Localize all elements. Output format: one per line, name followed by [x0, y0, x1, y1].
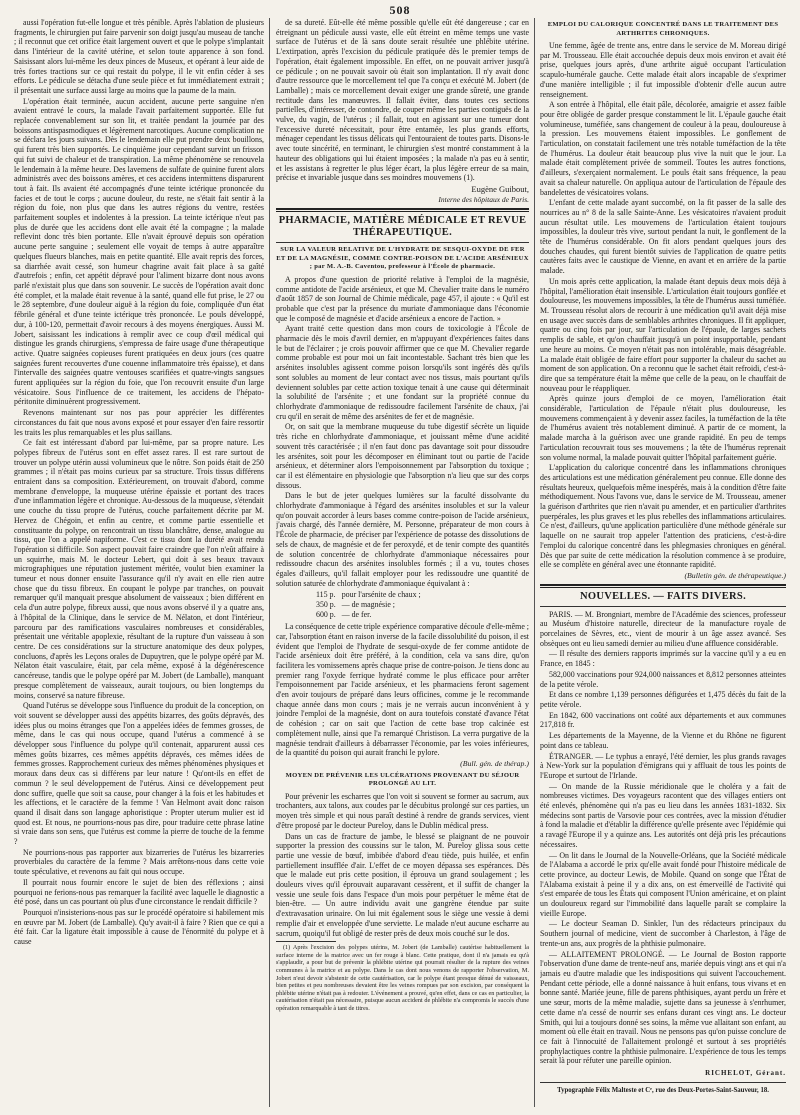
printer-divider	[540, 1082, 786, 1083]
article-reference: (Bulletin gén. de thérapeutique.)	[684, 570, 786, 580]
news-paragraph: — Le docteur Seaman D. Sinkler, l'un des rédacteurs principaux du Southern journal of medicine, vient de succomber à Charleston, à l'âge de trente-un ans, aux progrès de la phthisie pulmonaire.	[540, 919, 786, 948]
news-paragraph: En 1842, 600 vaccinations ont coûté aux départements et aux communes 217,818 fr.	[540, 710, 786, 730]
news-paragraph: — Il résulte des derniers rapports imprimés sur la vaccine qu'il y a eu en France, en 1845 :	[540, 649, 786, 669]
news-paragraph: — On mande de la Russie méridionale que le choléra y a fait de nombreuses victimes. Des voyageurs racontent que des villages entiers ont été enlevés, phénomène qui n'a pas eu lieu dans les années 1831-1832. Six médecins sont partis de Varsovie pour ces contrées, avec la mission d'étudier à fond la maladie et d'établir la différence qu'elle présente avec l'épidémie qui a ravagé l'Europe il y a quinze ans. Les autorités ont déjà pris les précautions nécessaires.	[540, 781, 786, 849]
col1-paragraph: Ce fait est intéressant d'abord par lui-même, par sa propre nature. Les polypes fibreux de l'utérus sont en effet assez rares. Il est rare surtout de trouver un polype utérin aussi volumineux que le nôtre. Son poids était de 250 grammes ; il n'était pas moins curieux par sa structure. Trois tissus différens entraient dans sa composition. Extérieurement, on trouvait d'abord, comme membrane d'enveloppe, la muqueuse utérine épaissie et portant des traces d'une inflammation légère et chronique. Au-dessous de la muqueuse, s'étendait une couche du tissu propre de l'utérus, couche parfaitement décrite par M. Hervez de Chégoin, et enfin au centre, et comme partie essentielle et constituante du polype, on rencontrait un tissu blanchâtre, dense, analogue au tissu, que l'on a appelé napiforme. C'est ce tissu dont la durété avait rendu l'opération si difficile. Son aspect pouvait faire craindre que l'on n'eût affaire à un squirrhe, mais M. le docteur Lebert, qui doit à ses beaux travaux micrographiques une réputation justement méritée, voulut bien examiner la tumeur et nous donner ensuite l'assurance qu'il n'y avait en elle rien autre chose que du tissu fibreux. En coupant le polype par tranches, on pouvait remarquer qu'il manquait presque absolument de vaisseaux ; bien différent en cela d'un autre polype, fibreux aussi, que nous avons observé il y a quatre ans, à l'hôpital de la Clinique, dans le service de M. Nélaton, et dont l'intérieur, parcouru par des ramifications vasculaires nombreuses et considérables, présentait une véritable apoplexie, résultant de la rupture d'un vaisseau à son centre. De ces considérations sur la structure anatomique des deux polypes, concluons, d'après les Leçons orales de Dupuytren, que le polype opéré par M. Nélaton était vasculaire, était, par cela même, exposé à la dégénérescence cancéreuse, tandis que le polype opéré par M. Jobert (de Lamballe), manquant presque complètement de vaisseaux, aurait toujours, ou bien longtemps du moins, conservé sa nature fibreuse.	[14, 438, 264, 700]
proportions-row	[316, 600, 427, 610]
article-paragraph: La conséquence de cette triple expérience comparative découle d'elle-même ; car, l'absorption étant en raison inverse de la facile dissolubilité du poison, il est évident que l'emploi de l'hydrate de sesqui-oxyde de fer comme antidote de l'acide arsénieux doit être préféré, à la condition, cela va sans dire, qu'on facilitera les vomissemens après chaque prise de contre-poison. Je tiens donc au premier rang l'oxyde ferrique hydraté comme le plus efficace pour arrêter l'empoisonnement par l'acide arsénieux, et les pharmaciens feront sagement d'en avoir toujours de préparé dans leurs officines, comme je le recommande chaque année dans mon cours ; mais je ne verrais aucun inconvénient à y joindre l'emploi de la magnésie, dont on aura toutefois constaté d'avance l'état de cohésion ; car on sait que l'action de cette base trop calcinée est complètement nulle, ainsi que l'a remarqué Christison. La verra purgative de la magnésie tendrait d'ailleurs à débarrasser l'économie, par les voies inférieures, de la quantité du poison qui aurait franchi le pylore.	[276, 622, 529, 758]
col1-paragraph: Pourquoi n'insisterions-nous pas sur le procédé opératoire si habilement mis en œuvre par M. Jobert (de Lamballe). Qu'y avait-il à faire ? Rien que ce qui a été fait. Car la ligature était impossible à cause de l'énormité du polype et à cause	[14, 907, 264, 947]
column-2	[276, 18, 529, 1115]
article-paragraph: Ayant traité cette question dans mon cours de toxicologie à l'École de pharmacie dès le mois d'avril dernier, en m'appuyant d'expériences faites dans le but de l'éclairer ; je crois pouvoir affirmer que ce que M. Chevalier regarde comme probable est pour moi un fait incontestable. Sachant très bien que les arsénites insolubles agissent comme poison lorsqu'ils sont ingérés dès qu'ils sont solubles au moment de leur contact avec nos tissus, mais pourtant qu'ils deviennent solubles par cette action toxique tenait à une cause qui déterminait la solubilité de l'arsénite ; et une fondant sur la propriété connue du chlorhydrate d'ammoniaque de redissoudre facilement l'arsénite de chaux, j'ai cru qu'il en serait de même des arsénites de fer et de magnésie.	[276, 324, 529, 421]
article-paragraph: L'application du calorique concentré dans les inflammations chroniques des articulations est une médication généralement peu connue. Elle donne des résultats heureux, quelquefois même inespérés, mais à la condition d'être faite méthodiquement. Nous l'avons vue, dans le service de M. Trousseau, amener la guérison d'arthrites que rien n'avait pu amender, et en particulier d'arthrites puerpérales, les plus graves et les plus rebelles des inflammations articulaires. Ce n'est, d'ailleurs, qu'une application particulière d'une méthode générale sur laquelle on ne saurait trop appeler l'attention des praticiens, c'est-à-dire l'emploi du calorique concentré dans les phlegmasies chroniques en général. Dès que par suite de cette médication la résolution commence à se produire, elle se complète en général avec une étonnante rapidité.	[540, 463, 786, 570]
article-reference: (Bull. gén. de thérap.)	[460, 758, 529, 768]
col1-paragraph: L'opération était terminée, aucun accident, aucune perte sanguine n'en avaient entravé le cours, la malade l'avait parfaitement supportée. Elle fut replacée convenablement sur son lit, et traitée pendant la journée par des boissons antispasmodiques et légèrement narcotiques. Aucune complication ne se déclara les jours suivans. Dès le lendemain elle put prendre deux bouillons, qui furent très bien supportés. Le cinquième jour cependant survint un frisson qui fut suivi de chaleur et de transpiration. La même phénomène se renouvela le lendemain à la même heure. Des lavemens de sulfate de quinine furent alors administrés avec des boissons amères, et ces accidens intermittens disparurent tout à fait. Ils avaient été accompagnés d'une teinte ictérique prononcée du facies et de tout le corps ; aucune douleur, du reste, ne s'était fait sentir à la région du foie, non plus que dans les autres régions du ventre, restées parfaitement souples et indolentes à la pression. La teinte ictérique n'eut pas plus de durée que les accidens dont elle avait été la compagne ; la malade reflevint donc très bien portante. Elle n'avait éprouvé depuis son opération aucune perte sanguine ; seulement elle voyait de temps à autre apparaître quelques flueurs blanches, mais en petite quantité. Elle avait repris des forces, sa diarrhée avait cessé, son humeur chagrine avait fait place à sa gaîté d'autrefois ; enfin, cet appétit dépravé pour l'aliment bizarre dont nous avons parlé n'existait plus que dans son souvenir. Le succès de l'opération avait donc été complet, et la malade était revenue à la santé, quand elle fut prise, le 27 ou le 28 septembre, d'une douleur aiguë à la région du foie, compliquée d'un état fébrile général et d'une teinte ictérique très prononcée. Le pouls développé, dur, à 100-120, permettait d'avoir recours à des moyens énergiques. Aussi M. Jobert, saisissant les indications à remplir avec ce coup d'œil médical qui distingue les grands chirurgiens, s'empressa de faire usage d'une thérapeutique active. Quatre saignées copieuses furent pratiquées en deux jours (ces quatre saignées furent recouvertes d'une couenne inflammatoire très épaisse), et dans l'intervalle des saignées quatre ventouses scarifiées et quatre-vingts sangsues furent appliquées sur la région du foie, que l'on recouvrit ensuite d'un large vésicatoire. Sous l'influence de ce traitement, les accidens de l'hépato-péritonite diminuèrent progressivement.	[14, 96, 264, 407]
article-title-ulcerations: MOYEN DE PRÉVENIR LES ULCÉRATIONS PROVENANT DU SÉJOUR PROLONGÉ AU LIT.	[285, 771, 520, 788]
section-divider	[540, 584, 786, 588]
section-divider-thin	[276, 242, 529, 243]
proportion-label: — de fer.	[341, 609, 372, 619]
section-divider-thin	[540, 606, 786, 607]
proportion-qty: 350 p.	[316, 599, 336, 609]
article-paragraph: Une femme, âgée de trente ans, entre dans le service de M. Moreau dirigé par M. Trousseau. Elle était accouchée depuis deux mois environ et avait été prise, quelques jours après, d'une arthrite aiguë occupant l'articulation scapulo-humérale gauche. Cette malade était alors incapable de s'exprimer d'une manière intelligible ; il fut impossible d'obtenir d'elle aucun autre renseignement.	[540, 41, 786, 99]
article-paragraph: Pour prévenir les escharres que l'on voit si souvent se former au sacrum, aux trochanters, aux talons, aux coudes par le décubitus prolongé sur ces parties, un moyen très simple et qui nous paraît destiné à rendre de grands services, vient d'être proposé par le docteur Pureloy, dans le Dublin médical press.	[276, 791, 529, 830]
news-paragraph: ÉTRANGER. — Le typhus a enrayé, l'été dernier, les plus grands ravages à New-York sur la population d'émigrans qui y affluait de tous les points de l'Europe et surtout de l'Irlande.	[540, 751, 786, 780]
article-paragraph: Dans le but de jeter quelques lumières sur la faculté dissolvante du chlorhydrate d'ammoniaque à l'égard des arsénites insolubles et sur la valeur qu'on pouvait accorder à leurs bases comme contre-poison de l'acide arsénieux, j'avais chargé, dès l'année dernière, M. Personne, préparateur de mon cours à l'École de pharmacie, de préciser par l'expérience de potasse des dissolutions de sels de chaux, de magnésie et de fer peroxydé, et de tenir compte des quantités de solution concentrée de chlorhydrate d'ammoniaque nécessaires pour redissoudre chacun des arsénites insolubles formés ; il a vu, toutes choses égales d'ailleurs, qu'il fallait employer pour les redissoudre une quantité de solution saturée de chlorhydrate d'ammoniaque équivalant à :	[276, 491, 529, 588]
proportion-label: — de magnésie ;	[341, 599, 395, 609]
article-paragraph: Dans un cas de fracture de jambe, le blessé se plaignant de ne pouvoir supporter la pression des coussins sur le talon, M. Pureloy glissa sous cette partie une vessie de bœuf, imbibée d'abord d'eau tiède, puis huilée, et enfin partiellement insufflée d'air. L'effet de ce moyen dépassa ses espérances. Dès que le malade eut pris cette position, il éprouva un grand soulagement ; les douleurs vives qu'il éprouvait auparavant cessèrent, et il suffit de changer la vessie une seule fois dans l'espace d'un mois pour perpétuer le même état de bien-être. — Un autre individu avait une gangrène étendue par suite d'extravasation urinaire. On lui mit également sous le siège une vessie à demi remplie d'air et enveloppée d'une serviette. Le malade n'eut aucune escharre au sacrum, quoiqu'il fut obligé de rester près de deux mois couché sur le dos.	[276, 831, 529, 938]
column-1	[14, 18, 264, 1115]
article-paragraph: Or, on sait que la membrane muqueuse du tube digestif sécrète un liquide très riche en chlorhydrate d'ammoniaque, et jouissant même d'une acidité souvent très caractérisée ; il n'en faut donc pas davantage soit pour dissoudre les arsénites, soit pour les décomposer en éliminant tout ou partie de l'acide arsénieux, et déterminer alors l'empoisonnement par l'absorption du toxique ; car il est élémentaire en physiologie que l'absorption n'a lieu que sur des corps dissous.	[276, 422, 529, 490]
footnote-rule	[276, 941, 336, 942]
news-paragraph: 582,000 vaccinations pour 924,000 naissances et 8,812 personnes atteintes de la petite vérole.	[540, 669, 786, 689]
section-title-pharmacie: PHARMACIE, MATIÈRE MÉDICALE ET REVUE THÉRAPEUTIQUE.	[278, 215, 527, 239]
proportion-qty: 115 p.	[316, 590, 336, 600]
section-divider	[276, 208, 529, 212]
author-role: Interne des hôpitaux de Paris.	[438, 194, 529, 204]
col2-intro-paragraph: de sa dureté. Eût-elle été même possible qu'elle eût été dangereuse ; car en étreignant un pédicule aussi vaste, elle eût étreint en même temps une vaste surface de l'utérus et de là sans doute serait résultée une phlébite utérine. L'extirpation, après l'excision du pédicule pratiquée dès le premier temps de l'opération, était également impossible. En effet, on ne pouvait arriver jusqu'à ce pédicule ; on ne pouvait savoir où était son implantation. Il n'y avait donc d'autre ressource que le morcellement tel que l'a conçu et exécuté M. Jobert (de Lamballe) ; mais ce morcellement devait exiger une grande sûreté, une grande rectitude dans les manœuvres. Il fallait éviter, dans toutes ces sections partielles, d'intéresser, de contondre, de couper même les parties contiguës de la vulve, du vagin, de l'utérus ; il fallait, tout en agissant sur une tumeur dont l'excessive dureté nécessitait, pour être entamée, les plus grands efforts, ménager cependant les tissus délicats qui l'entouraient de toutes parts. Disons-le avec toute sincérité, en terminant, le chirurgien s'est montré constamment à la hauteur des obligations qui lui étaient imposées ; la malade n'a pas eu à sentir, et les assistans à regretter le plus léger écart, la plus légère erreur de sa main, précise et invariable jusque dans ses moindres mouvemens (1).	[276, 18, 529, 183]
column-rule-right	[534, 18, 535, 1107]
article-paragraph: Un mois après cette application, la malade étant depuis deux mois déjà à l'hôpital, l'amélioration était insensible. L'articulation était toujours gonflée et douloureuse, les mouvemens impossibles, la tête de l'humérus aussi tuméfiée. M. Trousseau résolut alors de recourir à une médication qu'il avait déjà mise en usage avec succès dans de semblables arthrites chroniques. Il fit appliquer, quatre ou cinq fois par jour, sur l'articulation de l'épaule, de larges sachets remplis de sable, et qu'on chauffait jusqu'à un point insupportable, pendant une heure au moins. Ce moyen n'était pas non intolérable, mais désagréable. La malade était obligée de faire effort pour supporter la chaleur du sachet au moment de son application. On a reconnu que le sachet était refroidi, c'est-à-dire que sa température était la même que celle de la peau, on le chauffait de nouveau pour le réappliquer.	[540, 276, 786, 393]
news-paragraph: Et dans ce nombre 1,139 personnes défigurées et 1,475 décès du fait de la petite vérole.	[540, 690, 786, 709]
article-title-arsenic: SUR LA VALEUR RELATIVE DE L'HYDRATE DE SESQUI-OXYDE DE FER ET DE LA MAGNÉSIE, COMME CONTRE-POISON DE L'ACIDE ARSÉNIEUX ; par M. A.-B. Caventou, professeur à l'École de pharmacie.	[276, 246, 529, 271]
news-paragraph: Les départements de la Mayenne, de la Vienne et du Rhône ne figurent point dans ce tableau.	[540, 731, 786, 750]
article-paragraph: L'enfant de cette malade ayant succombé, on la fit passer de la salle des nourrices au n° 8 de la salle Sainte-Anne. Les vésicatoires n'avaient produit aucun résultat utile. Les mouvemens de l'articulation étaient toujours impossibles, la douleur très vive, surtout pendant la nuit, le gonflement de la tête de l'humérus considérable. On fit alors pendant quelques jours des douches chaudes, qui furent bientôt suivies de l'application de quatre petits cautères faits avec le caustique de Vienne, en avant et en arrière de la partie malade.	[540, 198, 786, 276]
proportion-label: pour l'arsénite de chaux ;	[341, 590, 421, 600]
footnote: (1) Après l'excision des polypes utérins, M. Jobert (de Lamballe) cautérise habituellement la surface interne de la matrice avec un fer rouge à blanc. Cette pratique, dont il n'a jamais eu qu'à s'applaudir, a pour but de prévenir la phlébite utérine qui pourrait résulter de la rupture des veines communes à la matrice et au polype. Dans le cas dont nous venons de rapporter l'observation, M. Jobert n'eut devoir s'abstenir de cette cautérisation, car le polype étant presque dénué de vaisseaux, bien petites et peu nombreuses devaient être les veines rompues par son excision, par conséquent la phlébite utérine n'était pas à redouter. L'événement a prouvé, qu'en effet, dans ce cas en particulier, la cautérisation n'était pas nécessaire, puisque aucun accident de phlébite n'a compromis le succès d'une opération remarquable à tant de titres.	[276, 944, 529, 1012]
article-paragraph: A son entrée à l'hôpital, elle était pâle, décolorée, amaigrie et assez faible pour être obligée de garder presque constamment le lit. L'épaule gauche était volumineuse, tuméfiée, sans changement de couleur à la peau, douloureuse à la pression. Les mouvemens étaient impossibles. Le gonflement de l'articulation, on constatait facilement une très notable tuméfaction de la tête de l'humérus. La douleur était beaucoup plus vive la nuit que le jour. La malade était complètement privée de sommeil. Toutes les autres fonctions, d'ailleurs, s'exerçaient normalement. Le pouls était sans fréquence, la peau avait sa chaleur naturelle. On appliqua autour de l'articulation de l'épaule des bandelettes de vésicatoires volans.	[540, 100, 786, 197]
col1-paragraph: Ne pourrions-nous pas rapporter aux bizarreries de l'utérus les bizarreries proverbiales du caractère de la femme ? Mais arrêtons-nous dans cette voie toute spéculative, et revenons au fait qui nous occupe.	[14, 847, 264, 877]
col1-paragraph: Quand l'utérus se développe sous l'influence du produit de la conception, on voit souvent se développer aussi des appétits bizarres, des goûts dépravés, des idées plus ou moins étranges que l'on a appelées idées de femmes grosses, de même, dans le cas qui nous occupe, quand l'utérus a commencé à se développer sous l'influence du polype qu'il contenait, apparurent aussi ces mêmes goûts bizarres, ces mêmes appétits dépravés, ces mêmes idées de femmes grosses. Rapprochement curieux des mêmes phénomènes physiques et moraux dans deux cas si différens par leur nature ! Qu'ont-ils en effet de commun ? le seul développement de l'utérus. Ainsi ce développement peut donc suffire, quelle que soit sa cause, pour changer à la fois et les habitudes et les affections, et le caractère de la femme ! Van Helmont avait donc raison quand il disait dans son langage aphoristique : Propter uterum mulier est id quod est. Et nous, ne pourrions-nous pas dire, pour traduire cette phrase latine si vraie dans son sens, que l'utérus est comme la pierre de touche de la femme ?	[14, 701, 264, 847]
col1-paragraph: aussi l'opération fut-elle longue et très pénible. Après l'ablation de plusieurs fragments, le chirurgien put faire parvenir son doigt jusqu'au museau de tanche ; il reconnut que cet orifice était largement ouvert et que le polype s'implantait dans l'intérieur de la cavité utérine, et selon toute apparence à son fond. Saisissant alors lui-même les deux pinces de Museux, et opérant à leur aide de très fortes tractions sur ce qui restait du polype, il le vit enfin céder à ses efforts. Le pédicule se détacha d'une seule pièce et fut immédiatement extrait ; il présentait une surface aussi large au moins que la paume de la main.	[14, 18, 264, 95]
author-signature: Eugène Guibout,	[471, 183, 529, 194]
proportions-row	[316, 590, 427, 600]
news-paragraph: — On lit dans le Journal de la Nouvelle-Orléans, que la Société médicale de l'Alabama a accordé le prix qu'elle avait fondé pour l'histoire médicale de cette province, au docteur Lewis, de Mobile. Quand on songe que l'État de l'Alabama existait à peine il y a dix ans, on est émerveillé de l'activité qui s'est emparée de tous les États qui composent l'Union américaine, et on plaint un douloureux regard sur l'immobilité dans laquelle paraît se complaire la vieille Europe.	[540, 850, 786, 918]
article-title-calorique: EMPLOI DU CALORIQUE CONCENTRÉ DANS LE TRAITEMENT DES ARTHRITES CHRONIQUES.	[547, 21, 779, 37]
news-paragraph: PARIS. — M. Brongniart, membre de l'Académie des sciences, professeur au Muséum d'histoire naturelle, directeur de la manufacture royale de porcelaines de Sèvres, etc., vient de mourir à un âge assez avancé. Ses obsèques ont eu lieu samedi dernier au milieu d'une affluence considérable.	[540, 609, 786, 648]
article-paragraph: A propos d'une question de priorité relative à l'emploi de la magnésie, comme antidote de l'acide arsénieux, et que M. Chevalier traite dans le numéro d'août 1857 de son Journal de Chimie médicale, page 457, il ajoute : « Qu'il est probable que c'est par la présence du muriate d'ammoniaque dans l'économie que le composé de magnésie et d'acide arsénieux a encore de l'action. »	[276, 274, 529, 323]
col1-paragraph: Revenons maintenant sur nos pas pour apprécier les différentes circonstances du fait que nous avons exposé et pour essayer d'en faire ressortir les traits les plus remarquables et les plus saillans.	[14, 408, 264, 437]
column-3	[540, 18, 786, 1115]
col1-paragraph: Il pourrait nous fournir encore le sujet de bien des réflexions ; ainsi pourquoi ne ferions-nous pas remarquer la facilité avec laquelle le diagnostic a été posé, dans un cas pourtant où plus d'une circonstance le rendait difficile ?	[14, 877, 264, 907]
section-title-nouvelles: NOUVELLES. — FAITS DIVERS.	[579, 590, 747, 602]
column-rule-left	[269, 18, 270, 1107]
printer-imprint: Typographie Félix Malteste et Cᵉ, rue des Deux-Portes-Saint-Sauveur, 18.	[557, 1086, 769, 1094]
proportions-row	[316, 610, 427, 620]
news-paragraph: — ALLAITEMENT PROLONGÉ. — Le Journal de Boston rapporte l'observation d'une dame de trente-neuf ans, mariée depuis vingt ans et qui n'a jamais eu d'autre maladie que les indispositions qui suivent l'accouchement. Pendant cette période, elle a donné naissance à huit enfans, tous vivans et en bonne santé. Mariée jeune, fille de parens phthisiques, ayant perdu un frère et une sœur, morts de la même maladie, sujette dans sa jeunesse à s'enrhumer, cette dame n'a cessé de nourrir ses enfans durant ces vingt ans. Le docteur Smith, qui lui a toujours donné ses soins, la même vue allaitant son enfant, au moment où elle était en travail. Nous ne pensons pas qu'on puisse conclure de ce fait à l'innocuité de l'allaitement prolongé et surtout à ses propriétés prophylactiques contre la phthisie pulmonaire. L'expérience de tous les temps serait là pour réfuter une pareille opinion.	[540, 949, 786, 1066]
proportions-table	[316, 590, 427, 619]
gerant-signature: RICHELOT, Gérant.	[705, 1069, 786, 1078]
page-number: 508	[389, 3, 411, 17]
proportion-qty: 600 p.	[316, 609, 336, 619]
article-paragraph: Après quinze jours d'emploi de ce moyen, l'amélioration était considérable, l'articulation de l'épaule n'était plus douloureuse, les mouvemens commençaient à y devenir assez faciles, la tuméfaction de la tête de l'humérus avaient très notablement diminué. A partir de ce moment, la malade marcha à la guérison avec une grande rapidité. En peu de temps l'articulation recouvrait tous ses mouvemens ; la tête de l'humérus reprenait son volume normal, la malade pouvait quitter l'hôpital parfaitement guérie.	[540, 394, 786, 462]
